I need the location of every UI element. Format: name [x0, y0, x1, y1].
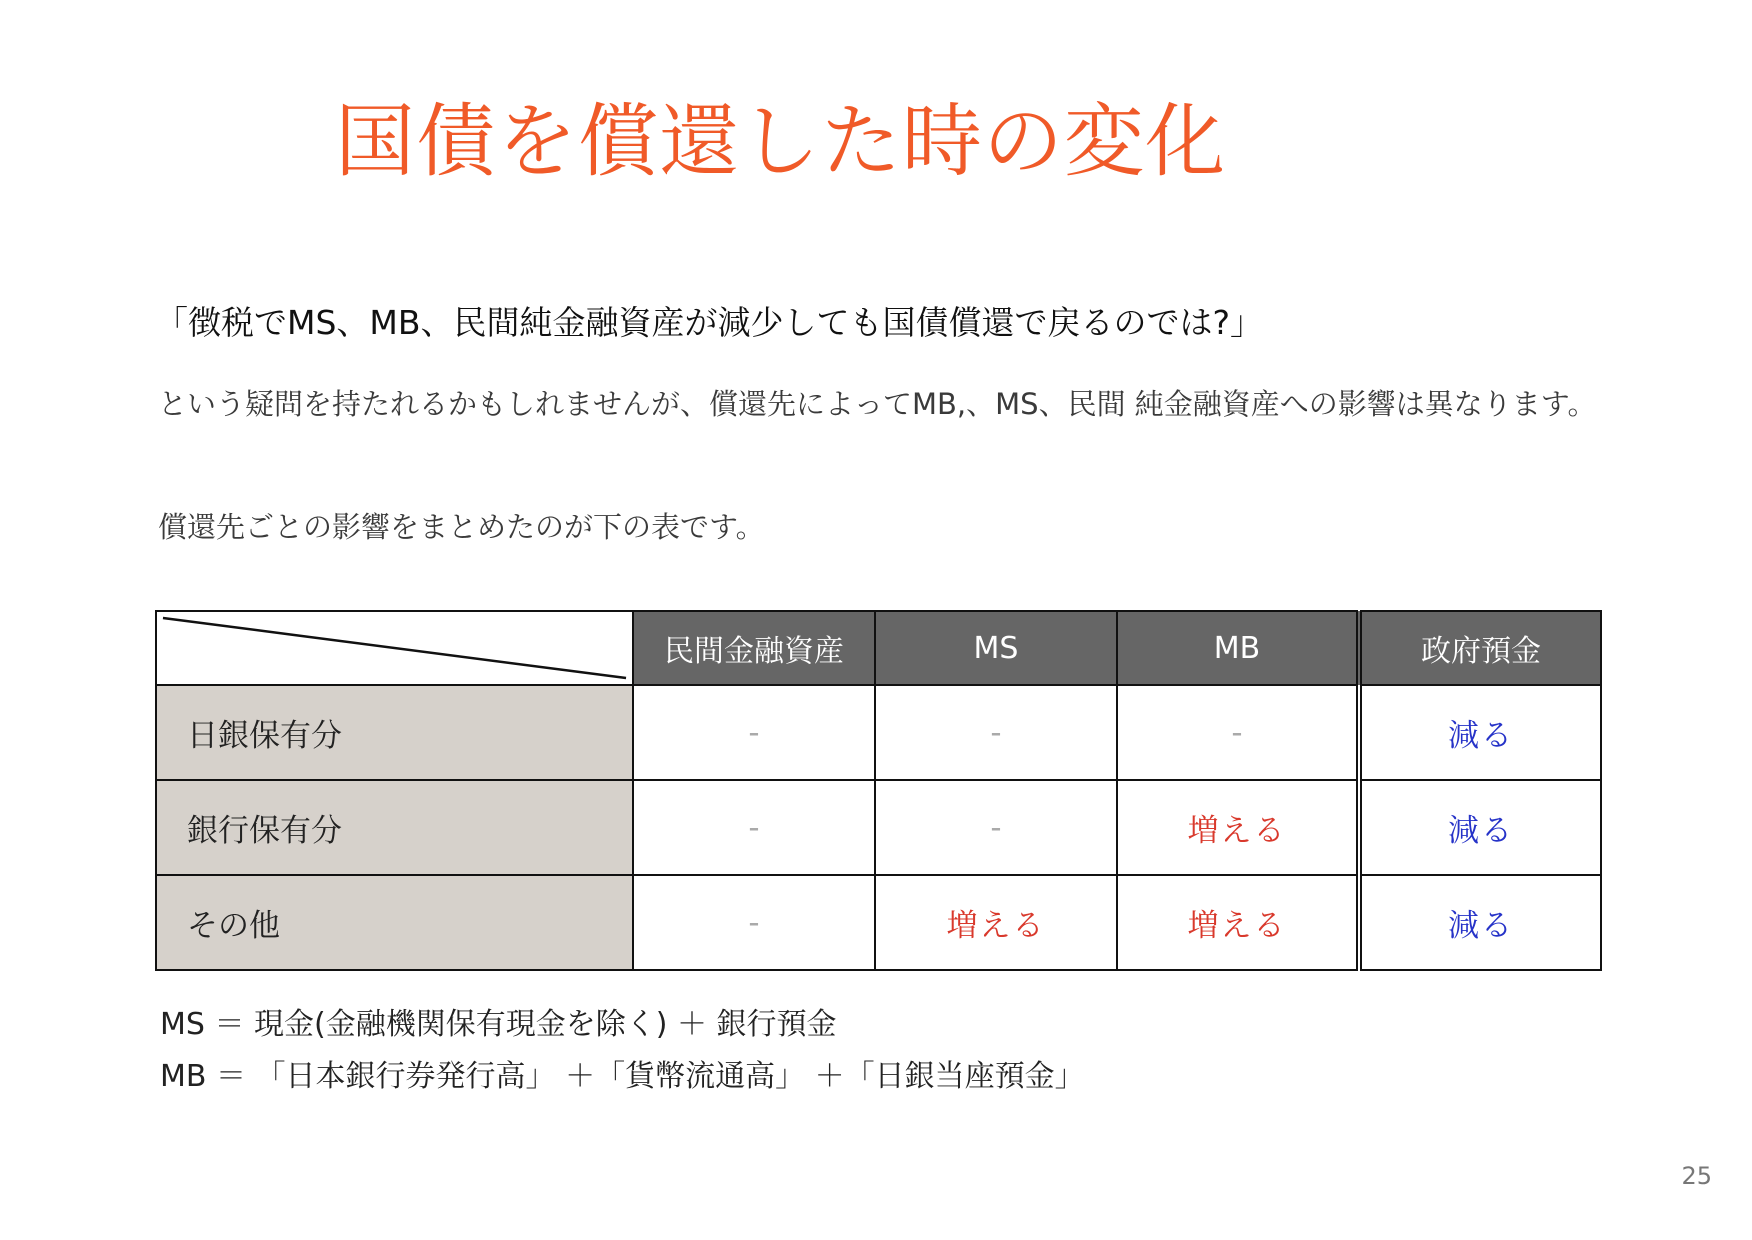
table-row [156, 685, 1601, 780]
table-cell: - [875, 780, 1117, 875]
row-label: その他 [156, 875, 633, 970]
page-number: 25 [1681, 1162, 1712, 1190]
table-cell: 減る [1359, 875, 1601, 970]
table-cell: - [1117, 685, 1359, 780]
table-cell: - [633, 685, 875, 780]
table-cell: 増える [1117, 780, 1359, 875]
diagonal-line [157, 612, 632, 684]
corner-cell [156, 611, 633, 685]
table-cell: 減る [1359, 685, 1601, 780]
table-cell: - [875, 685, 1117, 780]
header-mb: MB [1117, 611, 1359, 685]
table-cell: - [633, 780, 875, 875]
slide-title: 国債を償還した時の変化 [335, 95, 1226, 188]
table-row [156, 780, 1601, 875]
table-row [156, 875, 1601, 970]
intro-paragraph: という疑問を持たれるかもしれませんが、償還先によってMB,、MS、民間 純金融資産への影響は異なります。 [158, 387, 1597, 421]
redemption-effects-table [155, 610, 1602, 971]
header-private-financial-assets: 民間金融資産 [633, 611, 875, 685]
table-cell: 増える [875, 875, 1117, 970]
table-cell: 減る [1359, 780, 1601, 875]
table-header-row [156, 611, 1601, 685]
table-cell: - [633, 875, 875, 970]
table-intro-paragraph: 償還先ごとの影響をまとめたのが下の表です。 [158, 510, 765, 544]
table-cell: 増える [1117, 875, 1359, 970]
header-ms: MS [875, 611, 1117, 685]
row-label: 日銀保有分 [156, 685, 633, 780]
header-government-deposits: 政府預金 [1359, 611, 1601, 685]
row-label: 銀行保有分 [156, 780, 633, 875]
mb-definition: MB ＝ 「日本銀行券発行高」 ＋「貨幣流通高」 ＋「日銀当座預金」 [160, 1059, 1085, 1094]
question-text: 「徴税でMS、MB、民間純金融資産が減少しても国債償還で戻るのでは?」 [155, 303, 1264, 342]
ms-definition: MS ＝ 現金(金融機関保有現金を除く) ＋ 銀行預金 [160, 1007, 837, 1042]
